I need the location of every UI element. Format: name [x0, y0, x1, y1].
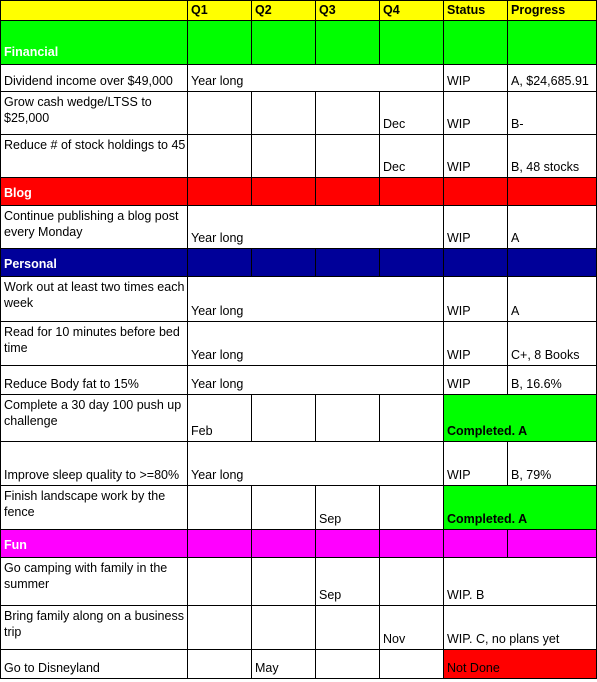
- status-cell: WIP: [444, 206, 508, 249]
- section-title: Blog: [1, 178, 188, 206]
- status-cell: WIP: [444, 65, 508, 92]
- goal-cell: Go camping with family in the summer: [1, 558, 188, 606]
- goal-cell: Grow cash wedge/LTSS to $25,000: [1, 92, 188, 135]
- header-row: [1, 1, 597, 21]
- table-row: [1, 92, 597, 135]
- goal-cell: Finish landscape work by the fence: [1, 486, 188, 530]
- status-completed: Completed. A: [444, 395, 597, 442]
- progress-cell: B, 48 stocks: [508, 135, 597, 178]
- timing-cell: Year long: [188, 322, 444, 366]
- table-row: [1, 65, 597, 92]
- goal-cell: Reduce # of stock holdings to 45: [1, 135, 188, 178]
- q3-cell: Sep: [316, 558, 380, 606]
- goal-cell: Dividend income over $49,000: [1, 65, 188, 92]
- section-title: Financial: [1, 21, 188, 65]
- progress-cell: B, 79%: [508, 442, 597, 486]
- section-title: Personal: [1, 249, 188, 277]
- table-row: [1, 606, 597, 650]
- q4-cell: Dec: [380, 92, 444, 135]
- header-progress: Progress: [508, 1, 597, 21]
- status-cell: WIP: [444, 366, 508, 395]
- table-row: [1, 395, 597, 442]
- header-status: Status: [444, 1, 508, 21]
- header-q4: Q4: [380, 1, 444, 21]
- status-cell: WIP: [444, 442, 508, 486]
- progress-cell: A: [508, 277, 597, 322]
- goal-cell: Continue publishing a blog post every Monday: [1, 206, 188, 249]
- table-row: [1, 650, 597, 679]
- table-row: [1, 486, 597, 530]
- table-row: [1, 277, 597, 322]
- q3-cell: Sep: [316, 486, 380, 530]
- goal-cell: Reduce Body fat to 15%: [1, 366, 188, 395]
- section-blog: [1, 178, 597, 206]
- section-title: Fun: [1, 530, 188, 558]
- q4-cell: Dec: [380, 135, 444, 178]
- status-cell: WIP: [444, 322, 508, 366]
- status-not-done: Not Done: [444, 650, 597, 679]
- status-completed: Completed. A: [444, 486, 597, 530]
- goal-cell: Complete a 30 day 100 push up challenge: [1, 395, 188, 442]
- status-cell: WIP. C, no plans yet: [444, 606, 597, 650]
- header-q3: Q3: [316, 1, 380, 21]
- timing-cell: Year long: [188, 442, 444, 486]
- progress-cell: A: [508, 206, 597, 249]
- table-row: [1, 135, 597, 178]
- progress-cell: A, $24,685.91: [508, 65, 597, 92]
- section-fun: [1, 530, 597, 558]
- goal-cell: Improve sleep quality to >=80%: [1, 442, 188, 486]
- q1-cell: Feb: [188, 395, 252, 442]
- progress-cell: C+, 8 Books: [508, 322, 597, 366]
- progress-cell: B-: [508, 92, 597, 135]
- progress-cell: B, 16.6%: [508, 366, 597, 395]
- status-cell: WIP: [444, 277, 508, 322]
- goal-cell: Read for 10 minutes before bed time: [1, 322, 188, 366]
- header-goal: [1, 1, 188, 21]
- timing-cell: Year long: [188, 206, 444, 249]
- goal-cell: Work out at least two times each week: [1, 277, 188, 322]
- section-personal: [1, 249, 597, 277]
- status-cell: WIP. B: [444, 558, 597, 606]
- timing-cell: Year long: [188, 277, 444, 322]
- table-row: [1, 206, 597, 249]
- section-financial: [1, 21, 597, 65]
- q2-cell: May: [252, 650, 316, 679]
- table-row: [1, 442, 597, 486]
- q4-cell: Nov: [380, 606, 444, 650]
- timing-cell: Year long: [188, 366, 444, 395]
- status-cell: WIP: [444, 135, 508, 178]
- goal-cell: Go to Disneyland: [1, 650, 188, 679]
- status-cell: WIP: [444, 92, 508, 135]
- header-q1: Q1: [188, 1, 252, 21]
- timing-cell: Year long: [188, 65, 444, 92]
- header-q2: Q2: [252, 1, 316, 21]
- table-row: [1, 366, 597, 395]
- table-row: [1, 558, 597, 606]
- table-row: [1, 322, 597, 366]
- goal-cell: Bring family along on a business trip: [1, 606, 188, 650]
